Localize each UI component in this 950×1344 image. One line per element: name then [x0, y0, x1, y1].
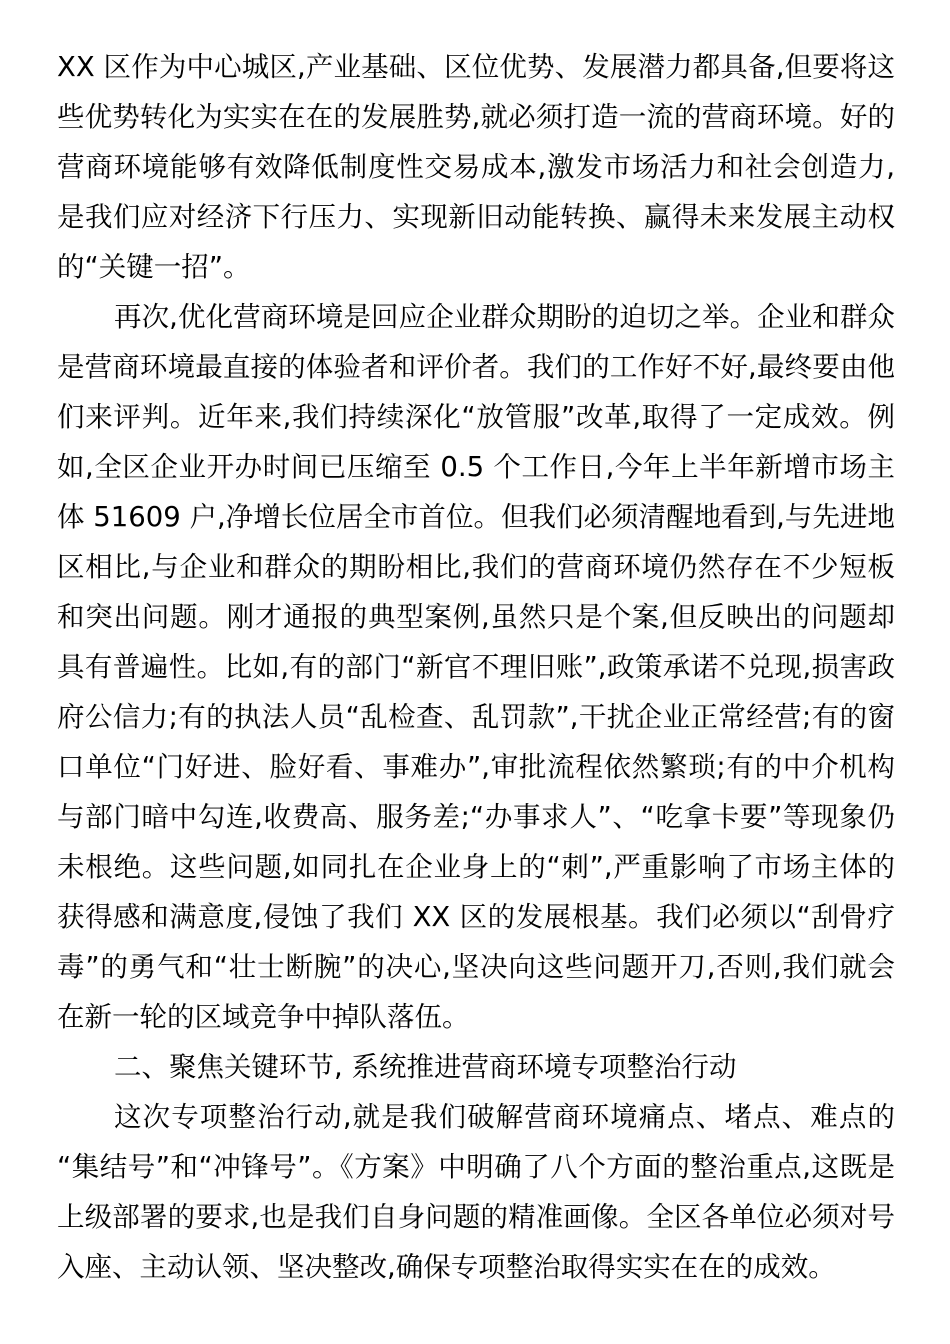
section-heading-two: 二、聚焦关键环节, 系统推进营商环境专项整治行动 [114, 1051, 737, 1083]
paragraph-opening-continued: XX 区作为中心城区,产业基础、区位优势、发展潜力都具备,但要将这些优势转化为实实在在的发展胜势,就必须打造一流的营商环境。好的营商环境能够有效降低制度性交易成本,激发市场活力和社会创造力,是我们应对经济下行压力、实现新旧动能转换、赢得未来发展主动权的“关键一招”。 [57, 51, 895, 283]
document-body [57, 42, 895, 1292]
paragraph-special-rectification-action: 这次专项整治行动,就是我们破解营商环境痛点、堵点、难点的“集结号”和“冲锋号”。《方案》中明确了八个方面的整治重点,这既是上级部署的要求,也是我们自身问题的精准画像。全区各单位必须对号入座、主动认领、坚决整改,确保专项整治取得实实在在的成效。 [57, 1101, 895, 1283]
paragraph-business-environment-expectations: 再次,优化营商环境是回应企业群众期盼的迫切之举。企业和群众是营商环境最直接的体验者和评价者。我们的工作好不好,最终要由他们来评判。近年来,我们持续深化“放管服”改革,取得了一定成效。例如,全区企业开办时间已压缩至 0.5 个工作日,今年上半年新增市场主体 51609 户,净增长位居全市首位。但我们必须清醒地看到,与先进地区相比,与企业和群众的期盼相比,我们的营商环境仍然存在不少短板和突出问题。刚才通报的典型案例,虽然只是个案,但反映出的问题却具有普遍性。比如,有的部门“新官不理旧账”,政策承诺不兑现,损害政府公信力;有的执法人员“乱检查、乱罚款”,干扰企业正常经营;有的窗口单位“门好进、脸好看、事难办”,审批流程依然繁琐;有的中介机构与部门暗中勾连,收费高、服务差;“办事求人”、“吃拿卡要”等现象仍未根绝。这些问题,如同扎在企业身上的“刺”,严重影响了市场主体的获得感和满意度,侵蚀了我们 XX 区的发展根基。我们必须以“刮骨疗毒”的勇气和“壮士断腕”的决心,坚决向这些问题开刀,否则,我们就会在新一轮的区域竞争中掉队落伍。 [57, 301, 895, 1033]
